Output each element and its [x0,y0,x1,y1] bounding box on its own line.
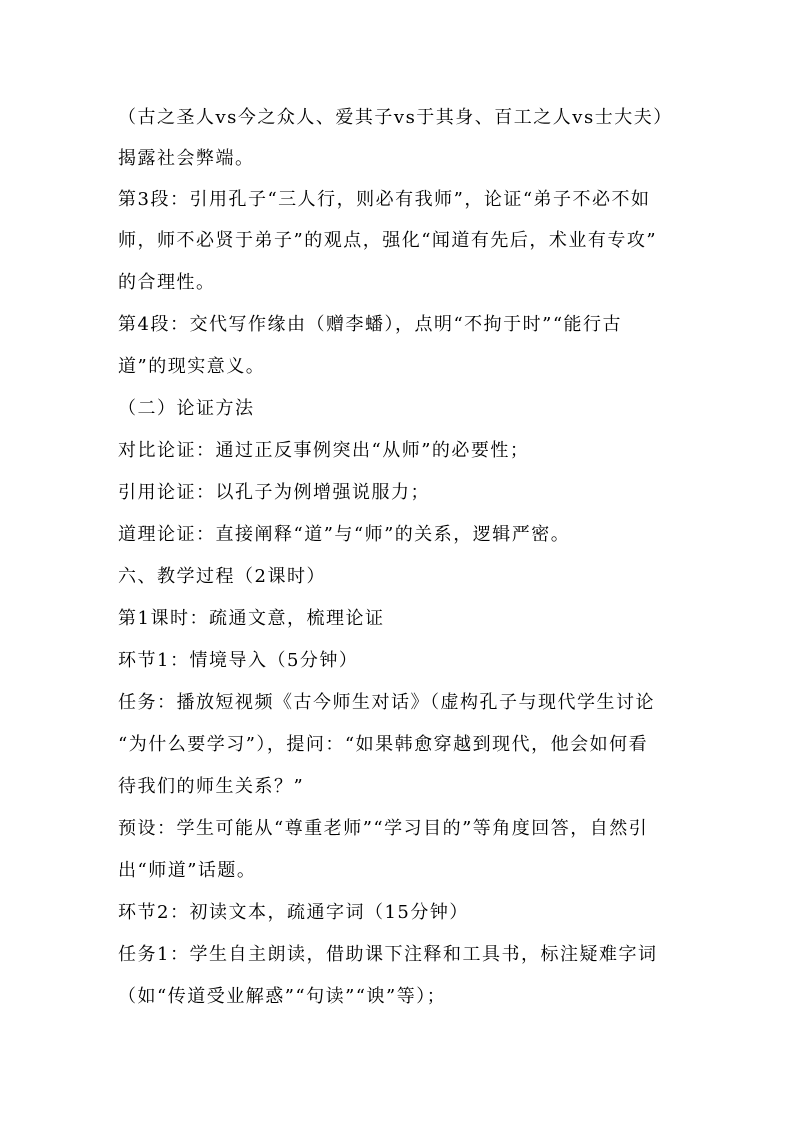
text-line: 出“师道”话题。 [118,860,257,881]
text-line: 任务：播放短视频《古今师生对话》（虚构孔子与现代学生讨论 [118,692,655,713]
text-line: 第4段：交代写作缘由（赠李蟠），点明“不拘于时”“能行古 [118,314,623,335]
text-line: 第3段：引用孔子“三人行，则必有我师”，论证“弟子不必不如 [118,189,651,210]
text-line: 第1课时：疏通文意，梳理论证 [118,608,385,629]
text-line: 预设：学生可能从“尊重老师”“学习目的”等角度回答，自然引 [118,818,649,839]
text-line: 环节2：初读文本，疏通字词（15分钟） [118,902,469,923]
text-line: 揭露社会弊端。 [118,148,255,169]
text-line: “为什么要学习”），提问：“如果韩愈穿越到现代，他会如何看 [118,734,649,755]
text-line: 引用论证：以孔子为例增强说服力； [118,482,430,503]
text-line: 待我们的师生关系？” [118,776,305,797]
text-line: 环节1：情境导入（5分钟） [118,650,359,671]
text-line: （如“传道受业解惑”“句读”“谀”等）； [118,986,447,1007]
text-line: 师，师不必贤于弟子”的观点，强化“闻道有先后，术业有专攻” [118,230,658,251]
text-line: 对比论证：通过正反事例突出“从师”的必要性； [118,440,530,461]
text-line: 道”的现实意义。 [118,356,266,377]
text-line: 道理论证：直接阐释“道”与“师”的关系，逻辑严密。 [118,524,571,545]
section-heading: （二）论证方法 [118,398,255,419]
text-line: 任务1：学生自主朗读，借助课下注释和工具书，标注疑难字词 [118,944,658,965]
section-heading: 六、教学过程（2课时） [118,566,326,587]
text-line: （古之圣人vs今之众人、爱其子vs于其身、百工之人vs士大夫） [118,107,673,128]
text-line: 的合理性。 [118,272,216,293]
